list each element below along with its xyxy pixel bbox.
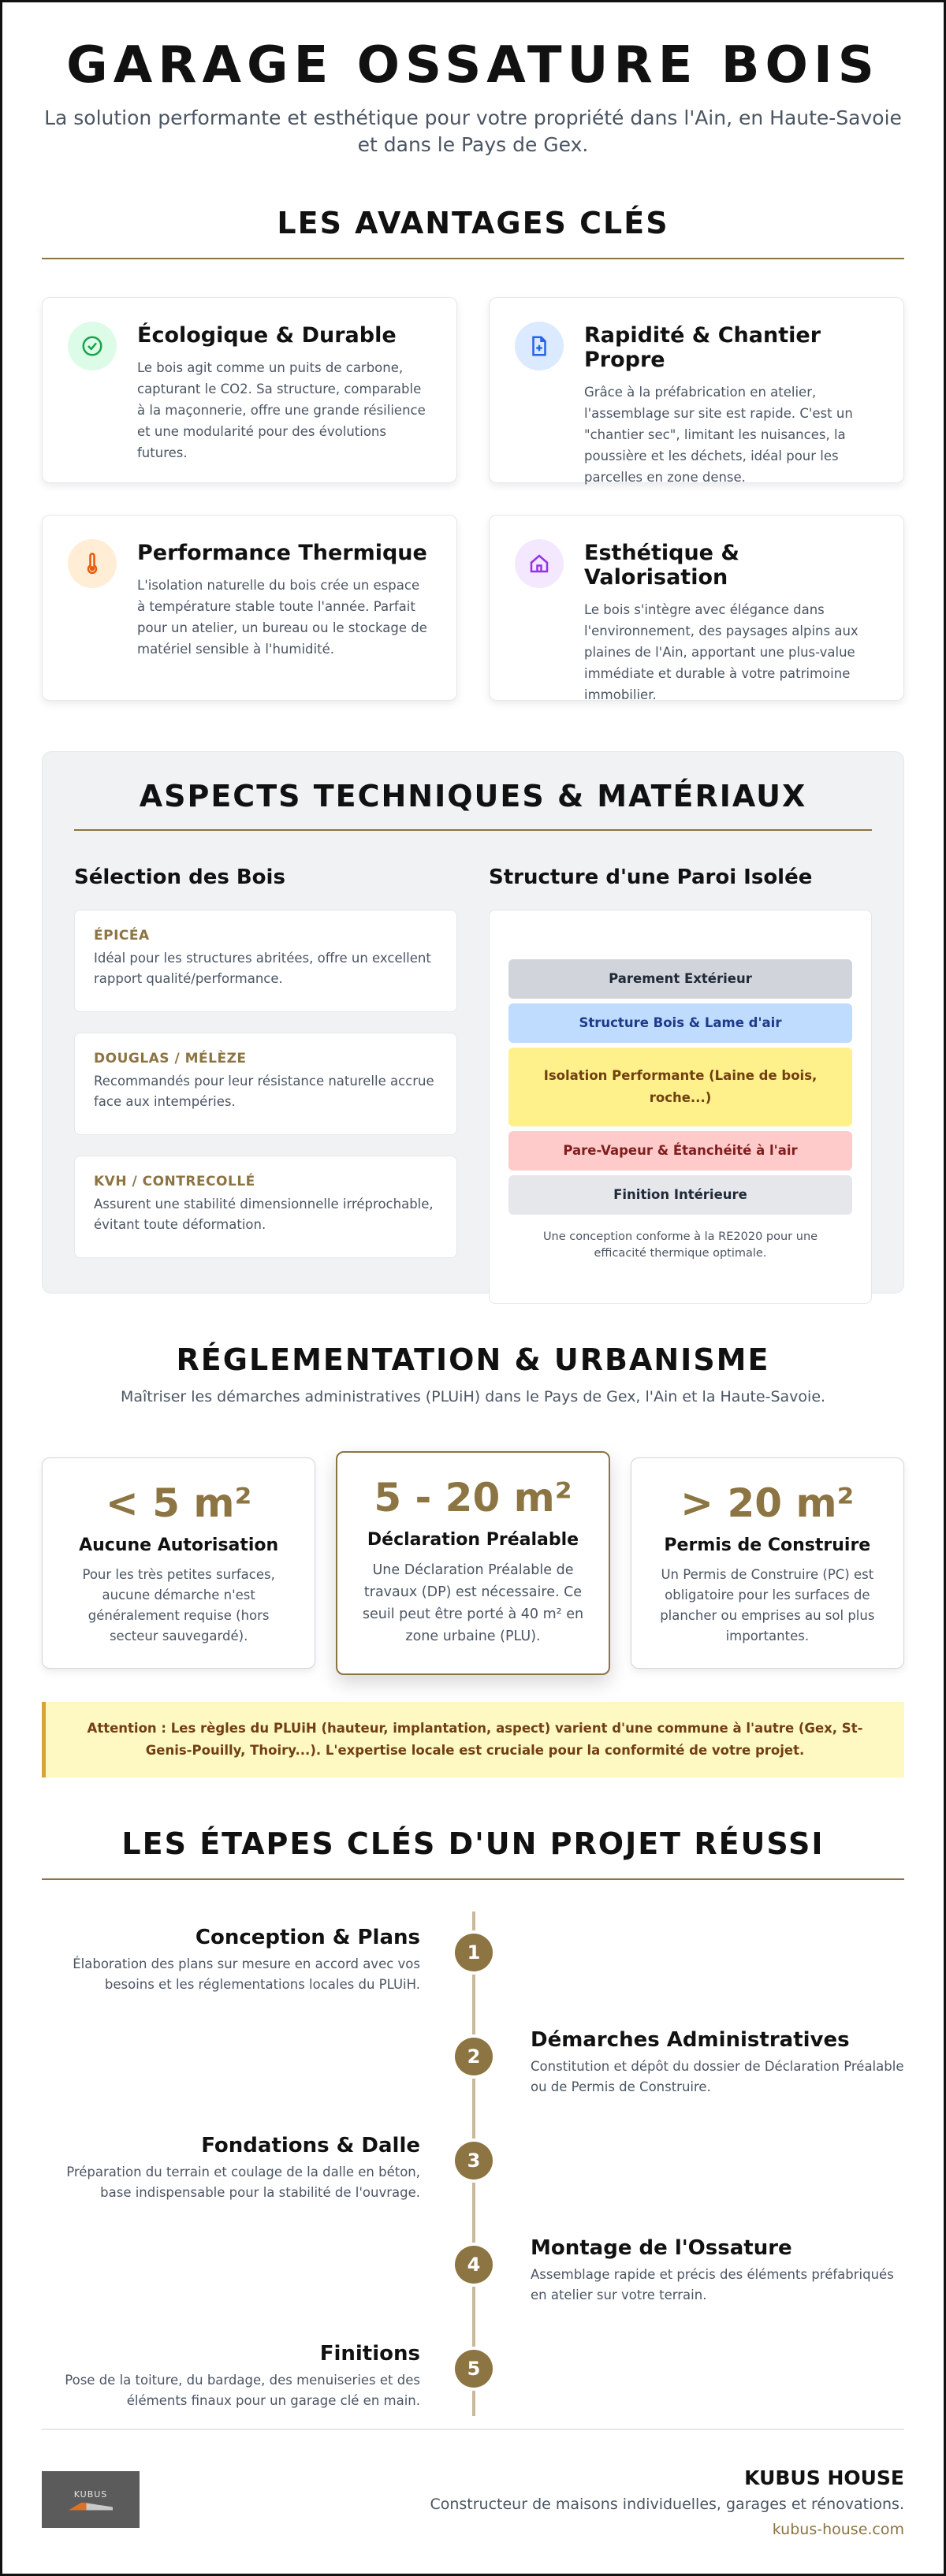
wood-name: DOUGLAS / MÉLÈZE bbox=[94, 1051, 247, 1067]
advantage-title: Esthétique & Valorisation bbox=[584, 541, 739, 590]
regulation-section bbox=[42, 1342, 904, 1778]
wall-diagram bbox=[489, 910, 872, 1304]
step-title: Montage de l'Ossature bbox=[531, 2236, 792, 2260]
regulation-card-title: Déclaration Préalable bbox=[367, 1530, 579, 1550]
wood-desc: Recommandés pour leur résistance naturelle accrue face aux intempéries. bbox=[94, 1074, 434, 1109]
woods-column bbox=[74, 865, 457, 1304]
timeline bbox=[42, 1912, 904, 2416]
advantage-card-ecology bbox=[42, 297, 457, 483]
wall-layer-structure: Structure Bois & Lame d'air bbox=[508, 1003, 852, 1043]
step-item bbox=[531, 2236, 909, 2306]
advantage-title: Écologique & Durable bbox=[137, 323, 397, 348]
step-text: Constitution et dépôt du dossier de Déclaration Préalable ou de Permis de Construire. bbox=[531, 2059, 904, 2094]
regulation-subtitle: Maîtriser les démarches administratives (PLUiH) dans le Pays de Gex, l'Ain et la Haute-Savoie. bbox=[120, 1388, 826, 1405]
steps-title: LES ÉTAPES CLÉS D'UN PROJET RÉUSSI bbox=[121, 1826, 825, 1861]
surface-threshold: 5 - 20 m² bbox=[374, 1475, 572, 1521]
house-icon bbox=[515, 539, 564, 588]
regulation-card-title: Permis de Construire bbox=[664, 1536, 871, 1555]
regulation-title: RÉGLEMENTATION & URBANISME bbox=[176, 1342, 770, 1377]
wood-card bbox=[74, 910, 457, 1012]
step-text: Assemblage rapide et précis des éléments préfabriqués en atelier sur votre terrain. bbox=[531, 2267, 894, 2302]
warning-banner: Attention : Les règles du PLUiH (hauteur, implantation, aspect) varient d'une commune à l'autre (Gex, St-Genis-Pouilly, Thoiry...). L'expertise locale est cruciale pour la conformité de votre projet. bbox=[42, 1702, 904, 1778]
step-text: Pose de la toiture, du bardage, des menuiseries et des éléments finaux pour un garage clé en main. bbox=[65, 2373, 420, 2408]
page-subtitle: La solution performante et esthétique pour votre propriété dans l'Ain, en Haute-Savoie et dans le Pays de Gex. bbox=[44, 106, 902, 156]
company-tagline: Constructeur de maisons individuelles, garages et rénovations. bbox=[430, 2496, 904, 2513]
step-number: 5 bbox=[455, 2350, 493, 2388]
wall-layer-exterior: Parement Extérieur bbox=[508, 959, 852, 999]
wall-layer-interior: Finition Intérieure bbox=[508, 1175, 852, 1215]
wall-title: Structure d'une Paroi Isolée bbox=[489, 865, 813, 889]
wood-desc: Idéal pour les structures abritées, offre un excellent rapport qualité/performance. bbox=[94, 951, 431, 986]
divider bbox=[42, 258, 904, 259]
wall-note: Une conception conforme à la RE2020 pour une efficacité thermique optimale. bbox=[542, 1230, 818, 1260]
technical-title: ASPECTS TECHNIQUES & MATÉRIAUX bbox=[139, 779, 807, 813]
step-title: Démarches Administratives bbox=[531, 2028, 850, 2052]
wood-name: KVH / CONTRECOLLÉ bbox=[94, 1174, 255, 1189]
steps-section bbox=[42, 1826, 904, 2416]
step-number: 1 bbox=[455, 1934, 493, 1971]
surface-threshold: > 20 m² bbox=[680, 1480, 855, 1526]
company-logo[interactable] bbox=[42, 2471, 140, 2528]
step-title: Fondations & Dalle bbox=[201, 2134, 420, 2157]
advantage-card-aesthetic bbox=[489, 515, 904, 701]
website-link[interactable]: kubus-house.com bbox=[772, 2521, 904, 2538]
step-text: Préparation du terrain et coulage de la dalle en béton, base indispensable pour la stabilité de l'ouvrage. bbox=[66, 2165, 420, 2200]
advantages-title: LES AVANTAGES CLÉS bbox=[277, 206, 669, 240]
step-item bbox=[42, 2134, 420, 2203]
thermometer-icon bbox=[68, 539, 117, 588]
wall-column bbox=[489, 865, 872, 1304]
step-number: 2 bbox=[455, 2038, 493, 2075]
logo-roof-icon bbox=[69, 2503, 113, 2511]
wall-layer-vapor-barrier: Pare-Vapeur & Étanchéité à l'air bbox=[508, 1131, 852, 1171]
divider bbox=[42, 1878, 904, 1880]
page-title: GARAGE OSSATURE BOIS bbox=[66, 36, 880, 95]
regulation-card-title: Aucune Autorisation bbox=[79, 1536, 279, 1555]
regulation-card-text: Un Permis de Construire (PC) est obligatoire pour les surfaces de plancher ou emprises au sol plus importantes. bbox=[660, 1567, 875, 1644]
advantage-title: Rapidité & Chantier Propre bbox=[584, 323, 821, 372]
step-item bbox=[531, 2028, 909, 2098]
step-number: 4 bbox=[455, 2246, 493, 2284]
logo-text: KUBUS bbox=[73, 2489, 108, 2500]
document-plus-icon bbox=[515, 322, 564, 370]
company-info bbox=[430, 2466, 904, 2538]
wood-desc: Assurent une stabilité dimensionnelle irréprochable, évitant toute déformation. bbox=[94, 1197, 434, 1232]
advantage-card-speed bbox=[489, 297, 904, 483]
regulation-card-text: Une Déclaration Préalable de travaux (DP) est nécessaire. Ce seuil peut être porté à 40 m² en zone urbaine (PLU). bbox=[362, 1562, 584, 1644]
regulation-card-text: Pour les très petites surfaces, aucune démarche n'est généralement requise (hors secteur sauvegardé). bbox=[82, 1567, 275, 1644]
advantage-text: L'isolation naturelle du bois crée un espace à température stable toute l'année. Parfait pour un atelier, un bureau ou le stockage de matériel sensible à l'humidité. bbox=[137, 578, 427, 657]
divider bbox=[74, 829, 872, 831]
advantage-text: Le bois agit comme un puits de carbone, capturant le CO2. Sa structure, comparable à la maçonnerie, offre une grande résilience et une modularité pour des évolutions futures. bbox=[137, 360, 426, 460]
wood-card bbox=[74, 1033, 457, 1135]
step-number: 3 bbox=[455, 2142, 493, 2180]
advantage-text: Grâce à la préfabrication en atelier, l'assemblage sur site est rapide. C'est un "chantier sec", limitant les nuisances, la poussière et les déchets, idéal pour les parcelles en zone dense. bbox=[584, 385, 853, 485]
wood-card bbox=[74, 1156, 457, 1258]
footer bbox=[42, 2429, 904, 2538]
advantages-section bbox=[42, 206, 904, 701]
step-title: Conception & Plans bbox=[195, 1926, 420, 1949]
check-circle-icon bbox=[68, 322, 117, 370]
technical-section bbox=[42, 751, 904, 1294]
step-item bbox=[42, 2342, 420, 2411]
company-name: KUBUS HOUSE bbox=[744, 2466, 904, 2489]
regulation-card-permit bbox=[631, 1457, 904, 1669]
advantage-text: Le bois s'intègre avec élégance dans l'environnement, des paysages alpins aux plaines de l'Ain, apportant une plus-value immédiate et durable à votre patrimoine immobilier. bbox=[584, 602, 858, 702]
step-item bbox=[42, 1926, 420, 1995]
regulation-card-declaration bbox=[336, 1451, 609, 1675]
step-title: Finitions bbox=[319, 2342, 420, 2366]
wood-name: ÉPICÉA bbox=[94, 928, 150, 944]
advantage-title: Performance Thermique bbox=[137, 541, 427, 565]
surface-threshold: < 5 m² bbox=[105, 1480, 252, 1526]
hero bbox=[42, 2, 904, 158]
woods-title: Sélection des Bois bbox=[74, 865, 285, 889]
wall-layer-insulation: Isolation Performante (Laine de bois, roche...) bbox=[508, 1048, 852, 1126]
advantage-card-thermal bbox=[42, 515, 457, 701]
regulation-card-none bbox=[42, 1457, 315, 1669]
step-text: Élaboration des plans sur mesure en accord avec vos besoins et les réglementations locales du PLUiH. bbox=[73, 1956, 420, 1992]
